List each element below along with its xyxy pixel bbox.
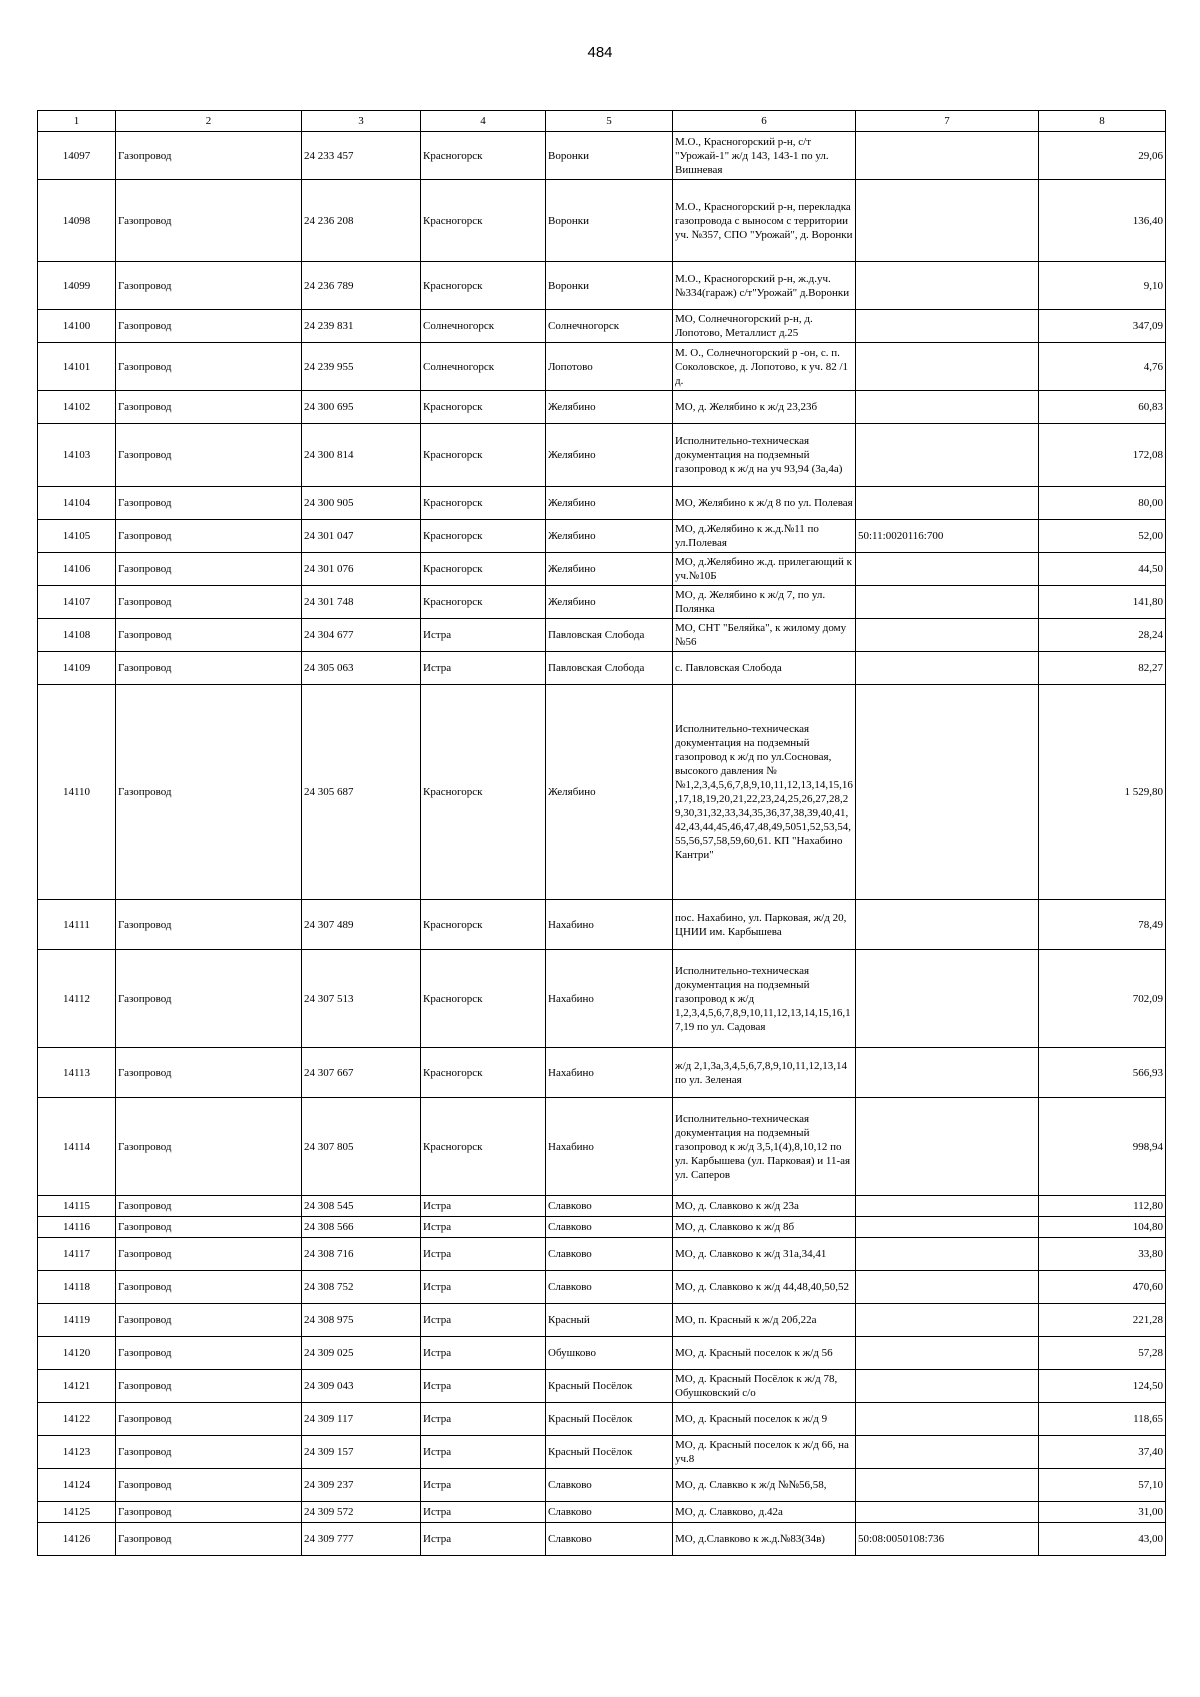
district-name: Истра (421, 1217, 546, 1238)
length-value: 998,94 (1039, 1098, 1166, 1196)
row-number: 14117 (38, 1238, 116, 1271)
table-row (38, 1196, 1166, 1217)
object-code: 24 239 831 (302, 310, 421, 343)
row-number: 14113 (38, 1048, 116, 1098)
district-name: Истра (421, 1370, 546, 1403)
object-type: Газопровод (116, 132, 302, 180)
length-value: 82,27 (1039, 652, 1166, 685)
object-type: Газопровод (116, 553, 302, 586)
address-text: МО, д.Желябино ж.д. прилегающий к уч.№10Б (673, 553, 856, 586)
table-row (38, 1304, 1166, 1337)
object-type: Газопровод (116, 180, 302, 262)
district-name: Красногорск (421, 132, 546, 180)
address-text: МО, д. Красный Посёлок к ж/д 78, Обушковский с/о (673, 1370, 856, 1403)
locality-name: Воронки (546, 180, 673, 262)
cadastral-number (856, 950, 1039, 1048)
address-text: М.О., Красногорский р-н, ж.д.уч.№334(гараж) с/т"Урожай" д.Воронки (673, 262, 856, 310)
district-name: Красногорск (421, 1098, 546, 1196)
object-type: Газопровод (116, 950, 302, 1048)
object-type: Газопровод (116, 1304, 302, 1337)
row-number: 14120 (38, 1337, 116, 1370)
object-code: 24 236 789 (302, 262, 421, 310)
cadastral-number (856, 1370, 1039, 1403)
table-row (38, 1469, 1166, 1502)
address-text: МО, д. Красный поселок к ж/д 66, на уч.8 (673, 1436, 856, 1469)
length-value: 9,10 (1039, 262, 1166, 310)
object-type: Газопровод (116, 520, 302, 553)
object-code: 24 309 117 (302, 1403, 421, 1436)
district-name: Истра (421, 1196, 546, 1217)
object-code: 24 308 752 (302, 1271, 421, 1304)
table-row (38, 1271, 1166, 1304)
district-name: Истра (421, 1238, 546, 1271)
length-value: 78,49 (1039, 900, 1166, 950)
table-row (38, 487, 1166, 520)
locality-name: Славково (546, 1523, 673, 1556)
district-name: Истра (421, 1469, 546, 1502)
object-type: Газопровод (116, 1238, 302, 1271)
district-name: Красногорск (421, 1048, 546, 1098)
header-cell: 3 (302, 111, 421, 132)
header-cell: 4 (421, 111, 546, 132)
row-number: 14104 (38, 487, 116, 520)
row-number: 14109 (38, 652, 116, 685)
cadastral-number (856, 1048, 1039, 1098)
locality-name: Красный (546, 1304, 673, 1337)
cadastral-number (856, 1436, 1039, 1469)
cadastral-number (856, 343, 1039, 391)
length-value: 136,40 (1039, 180, 1166, 262)
object-type: Газопровод (116, 1196, 302, 1217)
cadastral-number (856, 553, 1039, 586)
locality-name: Нахабино (546, 900, 673, 950)
object-type: Газопровод (116, 391, 302, 424)
object-type: Газопровод (116, 1098, 302, 1196)
object-code: 24 307 805 (302, 1098, 421, 1196)
row-number: 14126 (38, 1523, 116, 1556)
table-row (38, 1217, 1166, 1238)
locality-name: Нахабино (546, 1048, 673, 1098)
cadastral-number: 50:08:0050108:736 (856, 1523, 1039, 1556)
object-code: 24 307 513 (302, 950, 421, 1048)
row-number: 14118 (38, 1271, 116, 1304)
cadastral-number (856, 619, 1039, 652)
table-row (38, 685, 1166, 900)
length-value: 57,28 (1039, 1337, 1166, 1370)
cadastral-number (856, 685, 1039, 900)
district-name: Красногорск (421, 900, 546, 950)
object-type: Газопровод (116, 1502, 302, 1523)
locality-name: Красный Посёлок (546, 1436, 673, 1469)
page-number: 484 (587, 44, 613, 61)
row-number: 14103 (38, 424, 116, 487)
table-row (38, 586, 1166, 619)
table-row (38, 950, 1166, 1048)
length-value: 347,09 (1039, 310, 1166, 343)
object-type: Газопровод (116, 586, 302, 619)
district-name: Красногорск (421, 553, 546, 586)
cadastral-number (856, 1271, 1039, 1304)
district-name: Истра (421, 652, 546, 685)
row-number: 14125 (38, 1502, 116, 1523)
district-name: Красногорск (421, 950, 546, 1048)
locality-name: Славково (546, 1271, 673, 1304)
address-text: МО, д. Славково к ж/д 23а (673, 1196, 856, 1217)
cadastral-number: 50:11:0020116:700 (856, 520, 1039, 553)
object-type: Газопровод (116, 310, 302, 343)
object-type: Газопровод (116, 1048, 302, 1098)
length-value: 43,00 (1039, 1523, 1166, 1556)
locality-name: Славково (546, 1502, 673, 1523)
locality-name: Красный Посёлок (546, 1370, 673, 1403)
length-value: 29,06 (1039, 132, 1166, 180)
cadastral-number (856, 391, 1039, 424)
header-cell: 8 (1039, 111, 1166, 132)
locality-name: Славково (546, 1196, 673, 1217)
table-row (38, 262, 1166, 310)
length-value: 44,50 (1039, 553, 1166, 586)
object-code: 24 300 695 (302, 391, 421, 424)
object-code: 24 300 905 (302, 487, 421, 520)
locality-name: Желябино (546, 553, 673, 586)
length-value: 104,80 (1039, 1217, 1166, 1238)
cadastral-number (856, 262, 1039, 310)
row-number: 14108 (38, 619, 116, 652)
locality-name: Воронки (546, 132, 673, 180)
row-number: 14105 (38, 520, 116, 553)
address-text: МО, СНТ "Беляйка", к жилому дому №56 (673, 619, 856, 652)
district-name: Истра (421, 1403, 546, 1436)
cadastral-number (856, 1238, 1039, 1271)
length-value: 702,09 (1039, 950, 1166, 1048)
cadastral-number (856, 1098, 1039, 1196)
cadastral-number (856, 900, 1039, 950)
object-code: 24 301 748 (302, 586, 421, 619)
object-type: Газопровод (116, 1337, 302, 1370)
locality-name: Желябино (546, 685, 673, 900)
length-value: 31,00 (1039, 1502, 1166, 1523)
table-row (38, 180, 1166, 262)
locality-name: Павловская Слобода (546, 619, 673, 652)
district-name: Красногорск (421, 520, 546, 553)
table-row (38, 1098, 1166, 1196)
cadastral-number (856, 1196, 1039, 1217)
locality-name: Лопотово (546, 343, 673, 391)
address-text: с. Павловская Слобода (673, 652, 856, 685)
cadastral-number (856, 180, 1039, 262)
object-code: 24 309 237 (302, 1469, 421, 1502)
address-text: МО, д. Желябино к ж/д 23,23б (673, 391, 856, 424)
cadastral-number (856, 487, 1039, 520)
object-type: Газопровод (116, 652, 302, 685)
object-code: 24 236 208 (302, 180, 421, 262)
header-cell: 1 (38, 111, 116, 132)
table-row (38, 1523, 1166, 1556)
locality-name: Солнечногорск (546, 310, 673, 343)
object-type: Газопровод (116, 1469, 302, 1502)
cadastral-number (856, 1502, 1039, 1523)
table-row (38, 343, 1166, 391)
object-type: Газопровод (116, 343, 302, 391)
row-number: 14102 (38, 391, 116, 424)
address-text: Исполнительно-техническая документация на подземный газопровод к ж/д 1,2,3,4,5,6,7,8,9,10,11,12,13,14,15,16,17,19 по ул. Садовая (673, 950, 856, 1048)
length-value: 470,60 (1039, 1271, 1166, 1304)
address-text: МО, д. Красный поселок к ж/д 9 (673, 1403, 856, 1436)
locality-name: Желябино (546, 586, 673, 619)
object-code: 24 309 777 (302, 1523, 421, 1556)
length-value: 566,93 (1039, 1048, 1166, 1098)
object-type: Газопровод (116, 1370, 302, 1403)
object-type: Газопровод (116, 1436, 302, 1469)
address-text: Исполнительно-техническая документация на подземный газопровод к ж/д 3,5,1(4),8,10,12 по ул. Карбышева (ул. Парковая) и 11-ая ул. Саперов (673, 1098, 856, 1196)
cadastral-number (856, 586, 1039, 619)
table-row (38, 1337, 1166, 1370)
table-row (38, 424, 1166, 487)
table-row (38, 900, 1166, 950)
object-code: 24 301 047 (302, 520, 421, 553)
length-value: 124,50 (1039, 1370, 1166, 1403)
length-value: 4,76 (1039, 343, 1166, 391)
row-number: 14119 (38, 1304, 116, 1337)
length-value: 28,24 (1039, 619, 1166, 652)
district-name: Истра (421, 1436, 546, 1469)
object-code: 24 309 157 (302, 1436, 421, 1469)
address-text: МО, д. Желябино к ж/д 7, по ул. Полянка (673, 586, 856, 619)
table-row (38, 132, 1166, 180)
address-text: МО, Желябино к ж/д 8 по ул. Полевая (673, 487, 856, 520)
locality-name: Нахабино (546, 1098, 673, 1196)
row-number: 14114 (38, 1098, 116, 1196)
address-text: Исполнительно-техническая документация на подземный газопровод к ж/д по ул.Сосновая, высокого давления №№1,2,3,4,5,6,7,8,9,10,11,12,13,14,15,16,17,18,19,20,21,22,23,24,25,26,27,28,29,30,31,32,33,34,35,36,37,38,39,40,41,42,43,44,45,46,47,48,49,5051,52,53,54,55,56,57,58,59,60,61. КП "Нахабино Кантри" (673, 685, 856, 900)
locality-name: Славково (546, 1469, 673, 1502)
table-row (38, 1370, 1166, 1403)
object-code: 24 304 677 (302, 619, 421, 652)
table-row (38, 1436, 1166, 1469)
locality-name: Желябино (546, 424, 673, 487)
cadastral-number (856, 132, 1039, 180)
row-number: 14124 (38, 1469, 116, 1502)
locality-name: Желябино (546, 520, 673, 553)
table-row (38, 1048, 1166, 1098)
object-code: 24 300 814 (302, 424, 421, 487)
object-code: 24 307 667 (302, 1048, 421, 1098)
object-code: 24 309 025 (302, 1337, 421, 1370)
length-value: 118,65 (1039, 1403, 1166, 1436)
row-number: 14099 (38, 262, 116, 310)
row-number: 14101 (38, 343, 116, 391)
address-text: МО, п. Красный к ж/д 20б,22а (673, 1304, 856, 1337)
length-value: 221,28 (1039, 1304, 1166, 1337)
object-type: Газопровод (116, 424, 302, 487)
district-name: Красногорск (421, 180, 546, 262)
address-text: МО, д. Красный поселок к ж/д 56 (673, 1337, 856, 1370)
district-name: Истра (421, 1502, 546, 1523)
object-code: 24 308 566 (302, 1217, 421, 1238)
row-number: 14100 (38, 310, 116, 343)
cadastral-number (856, 1469, 1039, 1502)
address-text: МО, д. Славково, д.42а (673, 1502, 856, 1523)
row-number: 14115 (38, 1196, 116, 1217)
address-text: МО, Солнечногорский р-н, д. Лопотово, Металлист д.25 (673, 310, 856, 343)
object-code: 24 308 975 (302, 1304, 421, 1337)
object-type: Газопровод (116, 685, 302, 900)
object-type: Газопровод (116, 900, 302, 950)
address-text: М. О., Солнечногорский р -он, с. п. Соколовское, д. Лопотово, к уч. 82 /1 д. (673, 343, 856, 391)
object-code: 24 309 572 (302, 1502, 421, 1523)
object-type: Газопровод (116, 1271, 302, 1304)
district-name: Красногорск (421, 262, 546, 310)
address-text: МО, д.Славково к ж.д.№83(34в) (673, 1523, 856, 1556)
object-code: 24 308 545 (302, 1196, 421, 1217)
locality-name: Красный Посёлок (546, 1403, 673, 1436)
row-number: 14107 (38, 586, 116, 619)
table-row (38, 553, 1166, 586)
locality-name: Желябино (546, 391, 673, 424)
row-number: 14110 (38, 685, 116, 900)
address-text: МО, д.Желябино к ж.д.№11 по ул.Полевая (673, 520, 856, 553)
object-code: 24 239 955 (302, 343, 421, 391)
district-name: Красногорск (421, 424, 546, 487)
address-text: МО, д. Славково к ж/д 31а,34,41 (673, 1238, 856, 1271)
header-cell: 5 (546, 111, 673, 132)
district-name: Истра (421, 619, 546, 652)
table-row (38, 619, 1166, 652)
header-cell: 2 (116, 111, 302, 132)
cadastral-number (856, 652, 1039, 685)
length-value: 80,00 (1039, 487, 1166, 520)
object-type: Газопровод (116, 487, 302, 520)
district-name: Истра (421, 1523, 546, 1556)
object-code: 24 309 043 (302, 1370, 421, 1403)
cadastral-number (856, 1337, 1039, 1370)
object-type: Газопровод (116, 619, 302, 652)
object-code: 24 307 489 (302, 900, 421, 950)
district-name: Солнечногорск (421, 343, 546, 391)
district-name: Истра (421, 1337, 546, 1370)
table-row (38, 1403, 1166, 1436)
table-body (38, 132, 1166, 1556)
locality-name: Павловская Слобода (546, 652, 673, 685)
table-row (38, 1238, 1166, 1271)
row-number: 14112 (38, 950, 116, 1048)
address-text: МО, д. Славково к ж/д 44,48,40,50,52 (673, 1271, 856, 1304)
locality-name: Воронки (546, 262, 673, 310)
length-value: 172,08 (1039, 424, 1166, 487)
object-code: 24 305 687 (302, 685, 421, 900)
length-value: 141,80 (1039, 586, 1166, 619)
length-value: 112,80 (1039, 1196, 1166, 1217)
locality-name: Желябино (546, 487, 673, 520)
length-value: 52,00 (1039, 520, 1166, 553)
row-number: 14123 (38, 1436, 116, 1469)
row-number: 14122 (38, 1403, 116, 1436)
locality-name: Славково (546, 1238, 673, 1271)
address-text: Исполнительно-техническая документация на подземный газопровод к ж/д на уч 93,94 (3а,4а) (673, 424, 856, 487)
row-number: 14097 (38, 132, 116, 180)
object-code: 24 233 457 (302, 132, 421, 180)
district-name: Солнечногорск (421, 310, 546, 343)
object-type: Газопровод (116, 1217, 302, 1238)
table-row (38, 520, 1166, 553)
object-type: Газопровод (116, 1403, 302, 1436)
address-text: ж/д 2,1,3а,3,4,5,6,7,8,9,10,11,12,13,14 по ул. Зеленая (673, 1048, 856, 1098)
length-value: 1 529,80 (1039, 685, 1166, 900)
row-number: 14121 (38, 1370, 116, 1403)
cadastral-number (856, 310, 1039, 343)
registry-table (37, 110, 1166, 1556)
cadastral-number (856, 1304, 1039, 1337)
district-name: Красногорск (421, 391, 546, 424)
address-text: М.О., Красногорский р-н, перекладка газопровода с выносом с территории уч. №357, СПО "Урожай", д. Воронки (673, 180, 856, 262)
district-name: Истра (421, 1271, 546, 1304)
object-code: 24 305 063 (302, 652, 421, 685)
row-number: 14116 (38, 1217, 116, 1238)
table-row (38, 652, 1166, 685)
length-value: 37,40 (1039, 1436, 1166, 1469)
object-type: Газопровод (116, 262, 302, 310)
cadastral-number (856, 424, 1039, 487)
header-row (38, 111, 1166, 132)
locality-name: Славково (546, 1217, 673, 1238)
locality-name: Обушково (546, 1337, 673, 1370)
table-row (38, 310, 1166, 343)
address-text: пос. Нахабино, ул. Парковая, ж/д 20, ЦНИИ им. Карбышева (673, 900, 856, 950)
address-text: М.О., Красногорский р-н, с/т "Урожай-1" ж/д 143, 143-1 по ул. Вишневая (673, 132, 856, 180)
object-type: Газопровод (116, 1523, 302, 1556)
district-name: Красногорск (421, 685, 546, 900)
district-name: Красногорск (421, 586, 546, 619)
length-value: 33,80 (1039, 1238, 1166, 1271)
district-name: Истра (421, 1304, 546, 1337)
district-name: Красногорск (421, 487, 546, 520)
row-number: 14106 (38, 553, 116, 586)
row-number: 14098 (38, 180, 116, 262)
header-cell: 7 (856, 111, 1039, 132)
object-code: 24 301 076 (302, 553, 421, 586)
object-code: 24 308 716 (302, 1238, 421, 1271)
address-text: МО, д. Славкво к ж/д №№56,58, (673, 1469, 856, 1502)
length-value: 57,10 (1039, 1469, 1166, 1502)
address-text: МО, д. Славково к ж/д 8б (673, 1217, 856, 1238)
table-row (38, 391, 1166, 424)
length-value: 60,83 (1039, 391, 1166, 424)
header-cell: 6 (673, 111, 856, 132)
locality-name: Нахабино (546, 950, 673, 1048)
cadastral-number (856, 1217, 1039, 1238)
row-number: 14111 (38, 900, 116, 950)
cadastral-number (856, 1403, 1039, 1436)
table-row (38, 1502, 1166, 1523)
